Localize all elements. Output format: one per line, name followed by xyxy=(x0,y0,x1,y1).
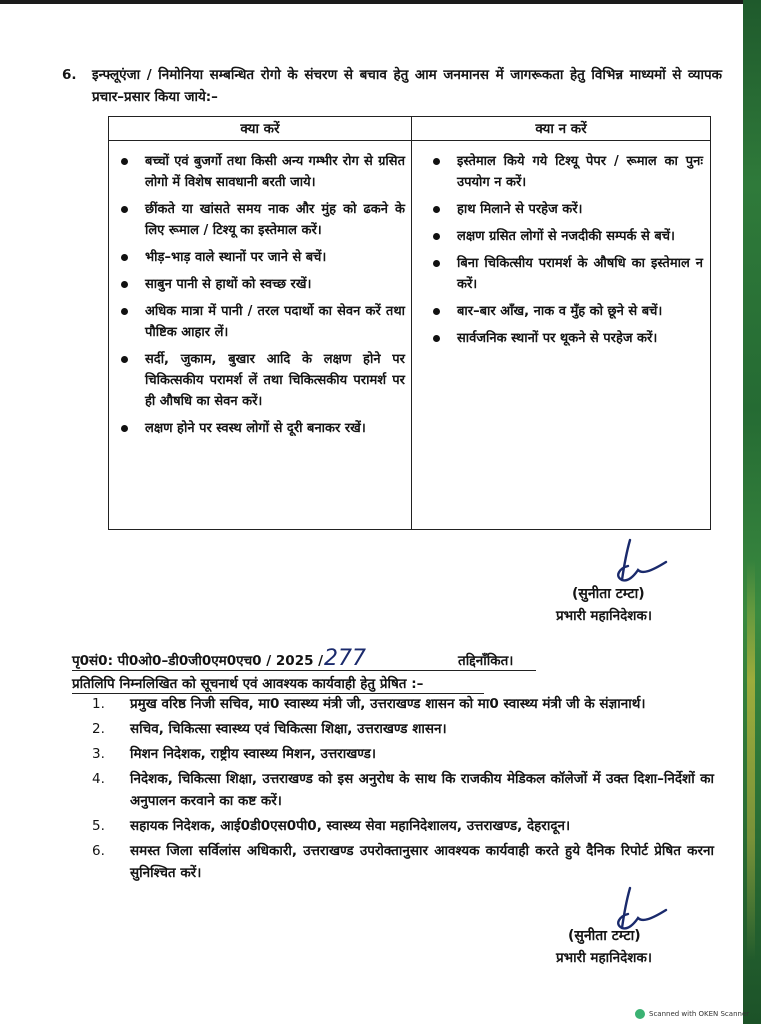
list-item: लक्षण होने पर स्वस्थ लोगों से दूरी बनाकर रखें। xyxy=(115,418,405,439)
bullet-icon xyxy=(121,356,128,363)
signatory-name: (सुनीता टम्टा) xyxy=(568,928,641,944)
bullet-icon xyxy=(121,254,128,261)
bullet-icon xyxy=(121,281,128,288)
list-item: हाथ मिलाने से परहेज करें। xyxy=(427,199,703,220)
bullet-icon xyxy=(121,308,128,315)
point-text: इन्फ्लूएंजा / निमोनिया सम्बन्धित रोगो के संचरण से बचाव हेतु आम जनमानस में जागरूकता हेतु विभिन्न माध्यमों से व्यापक प्रचार–प्रसार किया जाये:– xyxy=(92,67,722,105)
reference-number: 277 xyxy=(324,646,366,671)
reference-number-handwritten xyxy=(262,641,402,671)
dos-donts-table xyxy=(108,116,711,530)
list-item: साबुन पानी से हाथों को स्वच्छ रखें। xyxy=(115,274,405,295)
reference-label: पृ0सं0: पी0ओ0–डी0जी0एम0एच0 / 2025 / xyxy=(72,653,324,669)
recipients-list xyxy=(92,693,714,887)
bullet-icon xyxy=(433,308,440,315)
list-item: सर्दी, जुकाम, बुखार आदि के लक्षण होने पर चिकित्सकीय परामर्श लें तथा चिकित्सकीय परामर्श पर ही औषधि का सेवन करें। xyxy=(115,349,405,412)
page-top-border xyxy=(0,0,745,4)
donts-list xyxy=(427,151,703,355)
list-item: 4. निदेशक, चिकित्सा शिक्षा, उत्तराखण्ड को इस अनुरोध के साथ कि राजकीय मेडिकल कॉलेजों में उक्त दिशा–निर्देशों का अनुपालन करवाने का कष्ट करें। xyxy=(92,771,714,809)
bullet-icon xyxy=(121,158,128,165)
header-donts: क्या न करें xyxy=(535,121,587,137)
table-column-divider xyxy=(411,117,412,529)
signatory-designation: प्रभारी महानिदेशक। xyxy=(556,608,652,624)
bullet-icon xyxy=(433,206,440,213)
list-item: भीड़–भाड़ वाले स्थानों पर जाने से बचें। xyxy=(115,247,405,268)
list-item: 6. समस्त जिला सर्विलांस अधिकारी, उत्तराखण्ड उपरोक्तानुसार आवश्यक कार्यवाही करते हुये दैनिक रिपोर्ट प्रेषित करना सुनिश्चित करें। xyxy=(92,843,714,881)
list-item: 2. सचिव, चिकित्सा स्वास्थ्य एवं चिकित्सा शिक्षा, उत्तराखण्ड शासन। xyxy=(92,721,447,737)
copy-heading: प्रतिलिपि निम्नलिखित को सूचनार्थ एवं आवश्यक कार्यवाही हेतु प्रेषित :– xyxy=(72,676,424,692)
table-header-row xyxy=(109,117,710,141)
header-dos: क्या करें xyxy=(240,121,280,137)
signature-icon xyxy=(604,536,674,586)
list-item: लक्षण ग्रसित लोगों से नजदीकी सम्पर्क से बचें। xyxy=(427,226,703,247)
list-item: इस्तेमाल किये गये टिश्यू पेपर / रूमाल का पुनः उपयोग न करें। xyxy=(427,151,703,193)
list-item: छींकते या खांसते समय नाक और मुंह को ढकने के लिए रूमाल / टिश्यू का इस्तेमाल करें। xyxy=(115,199,405,241)
point-number: 6. xyxy=(62,67,77,83)
list-item: बार–बार आँख, नाक व मुँह को छूने से बचें। xyxy=(427,301,703,322)
bullet-icon xyxy=(433,260,440,267)
list-item: सार्वजनिक स्थानों पर थूकने से परहेज करें। xyxy=(427,328,703,349)
bullet-icon xyxy=(433,158,440,165)
bullet-icon xyxy=(433,233,440,240)
list-item: 1. प्रमुख वरिष्ठ निजी सचिव, मा0 स्वास्थ्य मंत्री जी, उत्तराखण्ड शासन को मा0 स्वास्थ्य मंत्री जी के संज्ञानार्थ। xyxy=(92,696,646,712)
list-item: बच्चों एवं बुजर्गो तथा किसी अन्य गम्भीर रोग से ग्रसित लोगो में विशेष सावधानी बरती जाये। xyxy=(115,151,405,193)
dos-list xyxy=(115,151,405,445)
signatory-name: (सुनीता टम्टा) xyxy=(572,586,645,602)
list-item: 3. मिशन निदेशक, राष्ट्रीय स्वास्थ्य मिशन, उत्तराखण्ड। xyxy=(92,746,376,762)
scanner-logo-icon xyxy=(635,1009,645,1019)
list-item: बिना चिकित्सीय परामर्श के औषधि का इस्तेमाल न करें। xyxy=(427,253,703,295)
bullet-icon xyxy=(121,425,128,432)
bullet-icon xyxy=(121,206,128,213)
list-item: 5. सहायक निदेशक, आई0डी0एस0पी0, स्वास्थ्य सेवा महानिदेशालय, उत्तराखण्ड, देहरादून। xyxy=(92,818,571,834)
list-item: अधिक मात्रा में पानी / तरल पदार्थो का सेवन करें तथा पौष्टिक आहार लें। xyxy=(115,301,405,343)
bullet-icon xyxy=(433,335,440,342)
reference-date: तद्दिनाँकित। xyxy=(458,653,514,669)
page-edge-highlight xyxy=(747,560,755,960)
scanner-watermark: Scanned with OKEN Scanner xyxy=(649,1008,749,1020)
point-6 xyxy=(62,64,722,108)
signatory-designation: प्रभारी महानिदेशक। xyxy=(556,950,652,966)
